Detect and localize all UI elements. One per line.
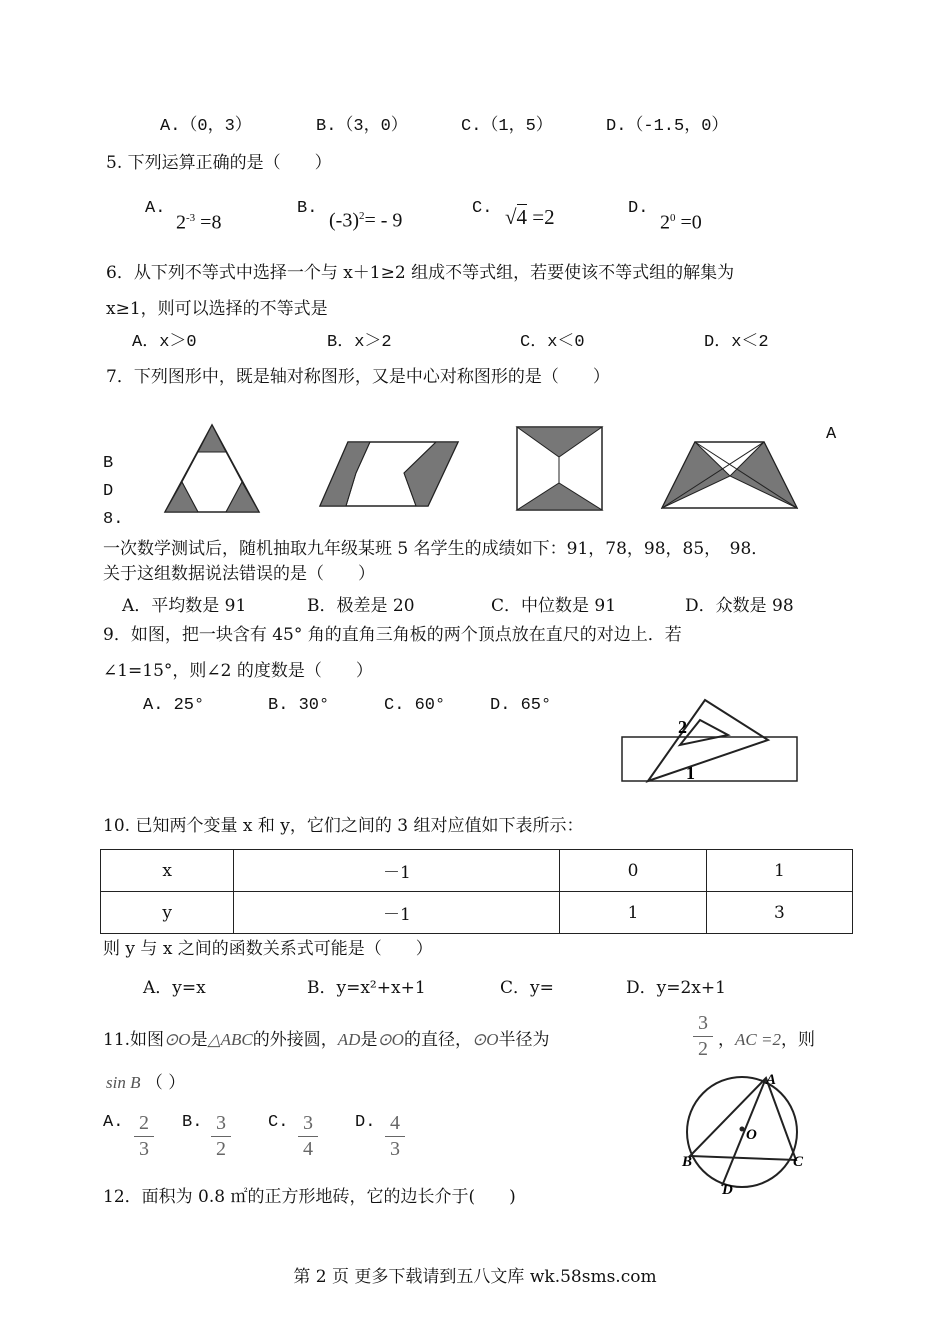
q5-expr-b: $(-3)^2= - 9$ [329,209,403,232]
q11-stem: 11.如图⊙O是△ABC的外接圆，AD是⊙O的直径，⊙O半径为 [103,1030,550,1050]
q11-ac-condition: ，AC =2，则 [718,1030,815,1050]
q10-option-d: D．y=2x+1 [626,978,726,998]
q6-stem-line1: 6．从下列不等式中选择一个与 x＋1≥2 组成不等式组，若要使该不等式组的解集为 [106,263,735,283]
q11-fraction-c: 3 4 [298,1112,318,1161]
q6-stem-line2: x≥1，则可以选择的不等式是 [106,299,328,319]
table-cell: 0 [560,850,706,892]
q7-stem: 7．下列图形中，既是轴对称图形，又是中心对称图形的是（ ） [106,367,610,387]
q10-option-b: B．y=x²+x+1 [307,978,426,998]
q11-fraction-d: 4 3 [385,1112,405,1161]
q4-option-b: B.（3，0） [316,117,408,136]
q10-option-a: A．y=x [143,978,206,998]
q9-option-a: A. 25° [143,696,205,715]
q8-option-b: B．极差是 20 [307,596,415,616]
q6-option-d: D．x＜2 [704,333,769,352]
q11-point-o: O [746,1127,757,1143]
q5-stem: 5. 下列运算正确的是（ ） [106,153,332,173]
table-row [101,850,853,892]
q7-figure-triangle [160,420,280,515]
q8-option-c: C．中位数是 91 [491,596,617,616]
q4-option-d: D.（-1.5，0） [606,117,729,136]
q5-label-b: B. [297,199,318,218]
q11-label-c: C. [268,1113,289,1132]
q9-angle-1-label: 1 [686,763,695,783]
table-cell: 1 [560,892,706,934]
q4-option-c: C.（1，5） [461,117,553,136]
q6-option-c: C．x＜0 [520,333,585,352]
q11-figure-circle [680,1068,815,1198]
q10-value-table [100,849,853,934]
q9-stem-line2: ∠1=15°，则∠2 的度数是（ ） [103,661,373,681]
q7-label-a: A [826,425,837,444]
q4-option-a: A.（0，3） [160,117,252,136]
q8-option-d: D．众数是 98 [685,596,794,616]
q5-expr-d: $2^0 =0$ [660,211,702,234]
q9-figure-ruler-triangle [620,695,800,785]
q11-point-a: A [766,1072,777,1088]
q5-expr-c: √4 =2 [505,205,555,229]
q11-point-b: B [682,1154,693,1170]
table-cell: 3 [706,892,852,934]
q11-point-d: D [722,1182,733,1198]
q10-option-c: C．y= [500,978,554,998]
q5-label-c: C. [472,199,493,218]
q11-label-b: B. [182,1113,203,1132]
table-row [101,892,853,934]
q10-stem: 10. 已知两个变量 x 和 y，它们之间的 3 组对应值如下表所示： [103,816,584,836]
q8-number: 8. [103,510,124,529]
q9-option-d: D. 65° [490,696,552,715]
q7-label-b: B [103,454,114,473]
q9-option-c: C. 60° [384,696,446,715]
q6-option-b: B．x＞2 [327,333,392,352]
q9-angle-2-label: 2 [678,717,687,737]
page-footer: 第 2 页 更多下载请到五八文库 wk.58sms.com [293,1267,657,1287]
table-cell: －1 [234,850,560,892]
q11-label-a: A. [103,1113,124,1132]
q9-stem-line1: 9．如图，把一块含有 45° 角的直角三角板的两个顶点放在直尺的对边上．若 [103,625,682,645]
table-cell: 1 [706,850,852,892]
q7-figure-trapezoid [660,440,800,512]
q9-option-b: B. 30° [268,696,330,715]
q11-fraction-a: 2 3 [134,1112,154,1161]
q5-label-d: D. [628,199,649,218]
q11-sinb: sin B （ ） [106,1073,186,1093]
q11-point-c: C [793,1154,804,1170]
q6-option-a: A．x＞0 [132,333,197,352]
q11-radius-fraction: 3 2 [693,1012,713,1061]
table-cell: x [101,850,234,892]
q10-stem-line2: 则 y 与 x 之间的函数关系式可能是（ ） [103,939,433,959]
table-cell: －1 [234,892,560,934]
q7-label-d: D [103,482,114,501]
q8-option-a: A．平均数是 91 [122,596,247,616]
q8-stem-line2: 关于这组数据说法错误的是（ ） [103,564,375,584]
q11-fraction-b: 3 2 [211,1112,231,1161]
q5-expr-a: $2^{-3} =8$ [176,211,222,234]
q8-stem-line1: 一次数学测试后，随机抽取九年级某班 5 名学生的成绩如下：91，78，98，85， 98． [103,539,769,559]
q7-figure-square [515,425,605,513]
q12-stem: 12．面积为 0.8 ㎡的正方形地砖，它的边长介于( ) [103,1187,516,1207]
q11-label-d: D. [355,1113,376,1132]
table-cell: y [101,892,234,934]
q7-figure-parallelogram [318,440,463,510]
q5-label-a: A. [145,199,166,218]
